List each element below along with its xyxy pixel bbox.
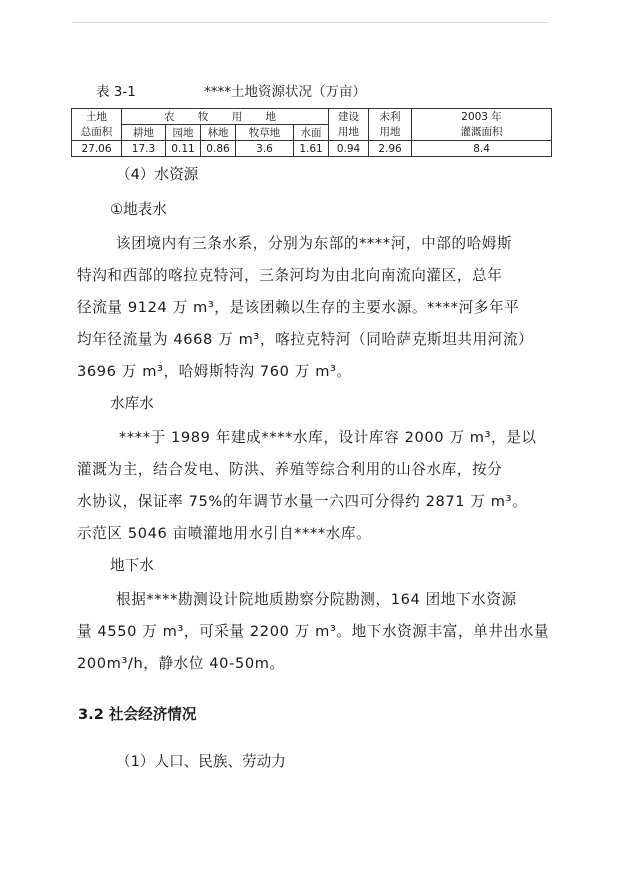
header-farm-group: 农 牧 用 地 [122,109,329,125]
table-cell: 3.6 [236,141,294,157]
paragraph-line: 水协议，保证率 75%的年调节水量一六四可分得约 2871 万 m³。 [77,493,528,510]
paragraph-line: ****于 1989 年建成****水库，设计库容 2000 万 m³，是以 [119,429,537,446]
heading-reservoir: 水库水 [110,395,154,412]
section-3-2-heading: 3.2 社会经济情况 [78,706,197,723]
paragraph-line: 特沟和西部的喀拉克特河，三条河均为由北向南流向灌区，总年 [77,267,503,284]
table-title: ****土地资源状况（万亩） [204,84,366,100]
header-farm-col: 园地 [166,125,201,141]
header-construction-top: 建设 [329,109,369,125]
paragraph-line: 该团境内有三条水系，分别为东部的****河，中部的哈姆斯 [116,235,513,252]
table-cell: 0.94 [329,141,369,157]
paragraph-line: 3696 万 m³，哈姆斯特沟 760 万 m³。 [77,363,352,380]
land-resource-table [71,108,552,157]
table-caption [96,80,366,100]
header-irrigation-bottom: 灌溉面积 [412,125,552,141]
table-cell: 0.11 [166,141,201,157]
heading-groundwater: 地下水 [110,557,154,574]
header-irrigation-top: 2003 年 [412,109,552,125]
heading-surface-water: ①地表水 [110,201,167,218]
header-total-bottom: 总面积 [72,125,122,141]
table-cell: 1.61 [294,141,329,157]
table-cell: 0.86 [201,141,236,157]
table-number: 表 3-1 [96,84,136,100]
header-farm-col: 林地 [201,125,236,141]
table-row [72,141,552,157]
paragraph-line: 灌溉为主，结合发电、防洪、养殖等综合利用的山谷水库，按分 [77,461,503,478]
header-construction-bottom: 用地 [329,125,369,141]
paragraph-line: 均年径流量为 4668 万 m³，喀拉克特河（同哈萨克斯坦共用河流） [77,331,534,348]
table-cell: 8.4 [412,141,552,157]
table-cell: 27.06 [72,141,122,157]
header-rule [72,22,548,23]
section-water-resources: （4）水资源 [116,166,199,183]
header-farm-col: 耕地 [122,125,166,141]
header-farm-col: 牧草地 [236,125,294,141]
table-cell: 2.96 [369,141,412,157]
paragraph-line: 示范区 5046 亩喷灌地用水引自****水库。 [77,525,372,542]
header-farm-col: 水面 [294,125,329,141]
paragraph-line: 200m³/h，静水位 40-50m。 [77,655,285,672]
section-population-heading: （1）人口、民族、劳动力 [116,753,286,770]
paragraph-line: 径流量 9124 万 m³，是该团赖以生存的主要水源。****河多年平 [77,299,520,316]
table-header-row-1 [72,109,552,125]
paragraph-line: 根据****勘测设计院地质勘察分院勘测，164 团地下水资源 [116,591,517,608]
header-total-top: 土地 [72,109,122,125]
paragraph-line: 量 4550 万 m³，可采量 2200 万 m³。地下水资源丰富，单井出水量 [77,623,550,640]
table-header-row-2 [72,125,552,141]
header-unused-top: 未利 [369,109,412,125]
header-unused-bottom: 用地 [369,125,412,141]
table-cell: 17.3 [122,141,166,157]
